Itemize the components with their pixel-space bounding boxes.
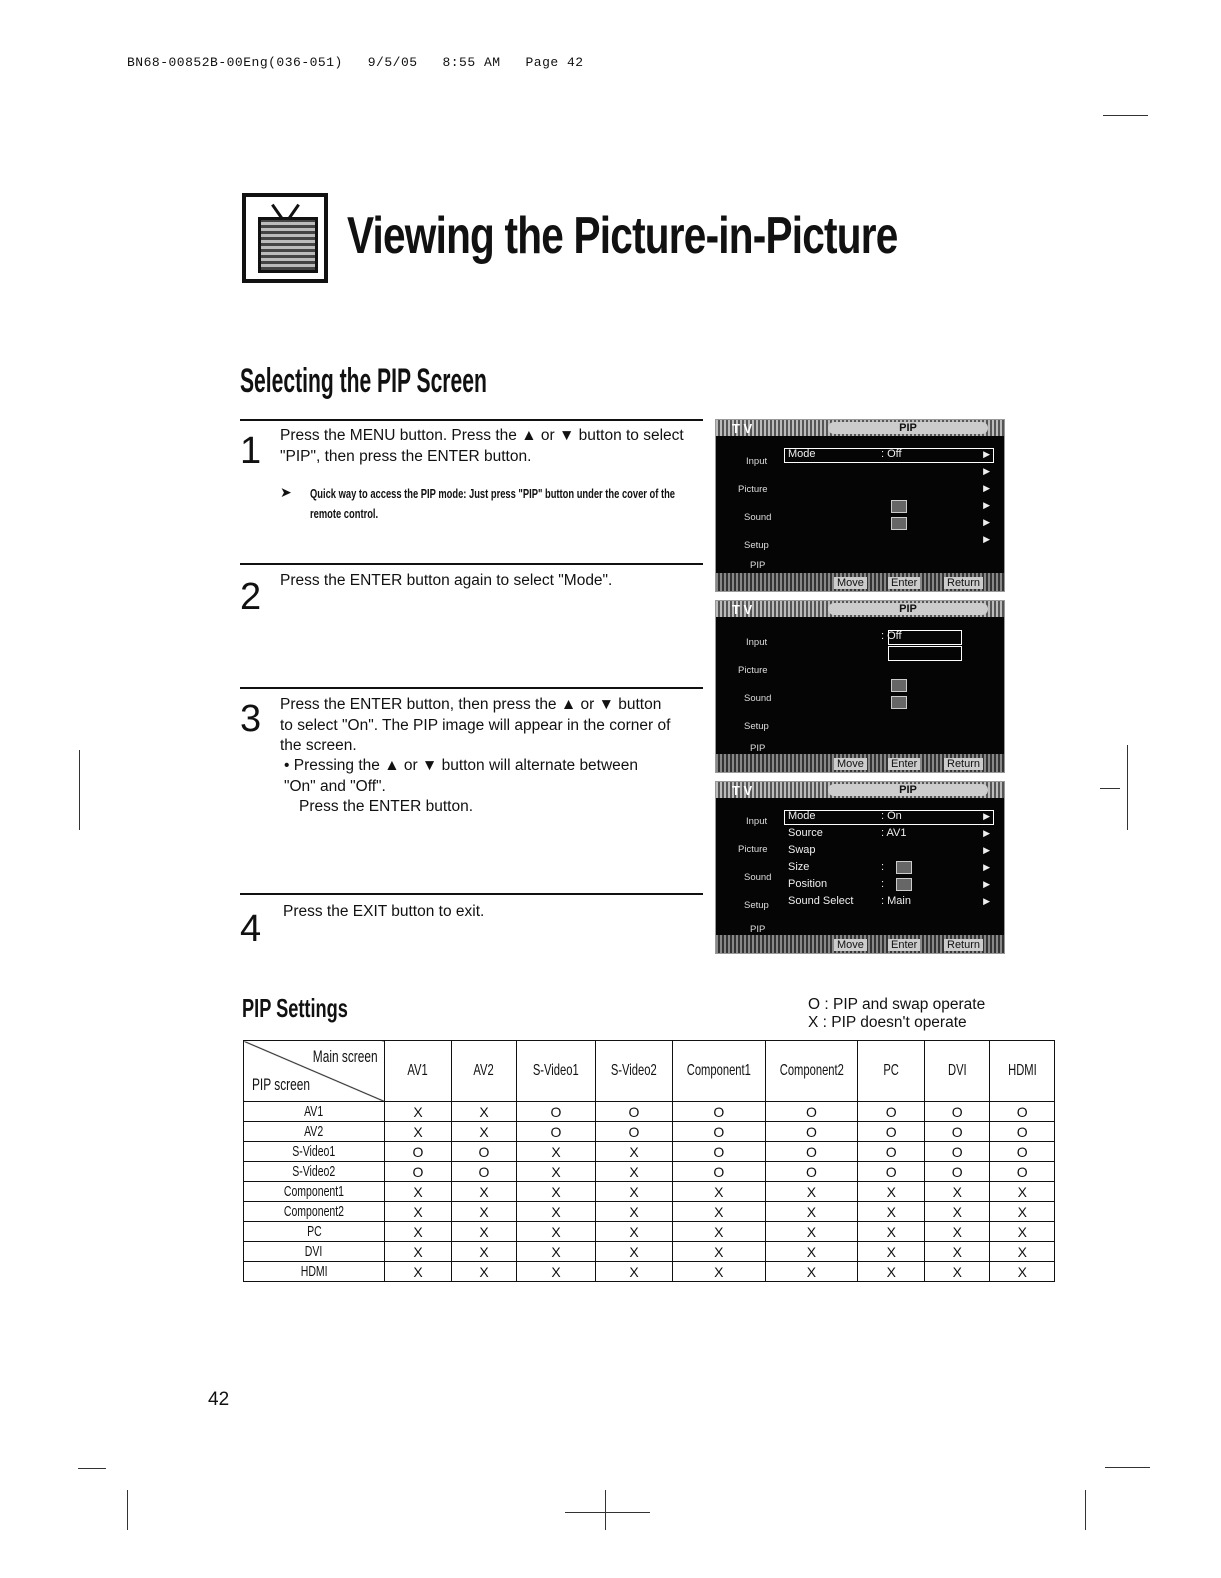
table-cell: O	[990, 1102, 1055, 1122]
table-cell: X	[673, 1222, 766, 1242]
row-header-label: AV2	[304, 1123, 324, 1140]
osd-return-label: Return	[944, 939, 983, 951]
table-cell: O	[596, 1102, 673, 1122]
table-cell: X	[858, 1262, 925, 1282]
table-cell: X	[452, 1222, 517, 1242]
osd-menu-sound: Sound	[744, 512, 772, 523]
osd-tv-label: T V	[732, 421, 753, 436]
osd-row-label: Mode	[788, 810, 816, 822]
table-cell: O	[765, 1142, 858, 1162]
bullet-dot: •	[284, 757, 294, 774]
bullet-text: Pressing the ▲ or ▼ button will alternate between "On" and "Off".	[284, 757, 639, 795]
table-row	[244, 1262, 1055, 1282]
osd-return-label: Return	[944, 577, 983, 589]
step-number: 3	[240, 698, 262, 740]
crop-mark	[605, 1490, 606, 1530]
table-row	[244, 1242, 1055, 1262]
table-cell: X	[517, 1142, 596, 1162]
row-header-label: HDMI	[300, 1263, 328, 1280]
size-icon	[891, 679, 907, 692]
osd-value: : Off	[881, 630, 902, 642]
table-cell: X	[765, 1242, 858, 1262]
step-number: 4	[240, 908, 262, 950]
column-header	[385, 1041, 452, 1102]
table-row	[244, 1102, 1055, 1122]
crop-mark	[1103, 115, 1148, 116]
print-header: BN68-00852B-00Eng(036-051) 9/5/05 8:55 AM Page 42	[127, 55, 584, 70]
column-header-label: S-Video1	[533, 1062, 579, 1079]
size-icon	[896, 861, 912, 874]
chevron-right-icon: ▶	[983, 500, 990, 510]
table-cell: O	[765, 1162, 858, 1182]
table-cell: O	[925, 1102, 990, 1122]
osd-move-label: Move	[834, 577, 867, 589]
crop-mark	[78, 1468, 106, 1469]
column-header	[596, 1041, 673, 1102]
table-cell: O	[673, 1162, 766, 1182]
table-cell: X	[452, 1102, 517, 1122]
table-cell: X	[925, 1202, 990, 1222]
table-cell: X	[596, 1242, 673, 1262]
osd-row-label: Sound Select	[788, 895, 854, 907]
step-divider	[240, 563, 703, 565]
osd-enter-label: Enter	[888, 577, 920, 589]
table-cell: O	[452, 1142, 517, 1162]
osd-bottombar	[716, 754, 1004, 772]
row-header-label: PC	[306, 1223, 322, 1240]
pip-settings-title: PIP Settings	[242, 993, 348, 1023]
osd-enter-label: Enter	[888, 758, 920, 770]
table-row	[244, 1162, 1055, 1182]
row-header	[244, 1182, 385, 1202]
osd-menu-input: Input	[746, 456, 768, 467]
crop-mark	[1085, 1490, 1086, 1530]
column-header	[925, 1041, 990, 1102]
table-cell: X	[858, 1202, 925, 1222]
osd-menu-setup: Setup	[744, 900, 769, 911]
osd-menu-pip: PIP	[750, 924, 766, 935]
table-cell: X	[765, 1262, 858, 1282]
osd-move-label: Move	[834, 939, 867, 951]
table-row	[244, 1222, 1055, 1242]
osd-menu-setup: Setup	[744, 721, 769, 732]
osd-row-label: Position	[788, 878, 828, 890]
osd-row-value: : AV1	[881, 827, 907, 839]
column-header	[517, 1041, 596, 1102]
osd-row-label: Source	[788, 827, 823, 839]
table-cell: X	[452, 1182, 517, 1202]
table-cell: X	[673, 1202, 766, 1222]
table-cell: X	[673, 1262, 766, 1282]
table-cell: X	[765, 1182, 858, 1202]
row-header	[244, 1102, 385, 1122]
row-header	[244, 1162, 385, 1182]
chevron-right-icon: ▶	[983, 534, 990, 544]
row-header-label: Component2	[283, 1203, 345, 1220]
step-number: 2	[240, 576, 262, 618]
osd-menu-picture: Picture	[738, 484, 768, 495]
step-note	[310, 484, 699, 524]
table-cell: X	[925, 1222, 990, 1242]
section-title: Selecting the PIP Screen	[240, 362, 487, 400]
table-cell: X	[517, 1162, 596, 1182]
table-cell: O	[765, 1122, 858, 1142]
osd-menu-picture: Picture	[738, 665, 768, 676]
table-cell: O	[385, 1162, 452, 1182]
table-cell: X	[990, 1262, 1055, 1282]
table-cell: X	[925, 1182, 990, 1202]
row-header-label: AV1	[304, 1103, 324, 1120]
crop-mark	[79, 750, 80, 830]
row-header-label: S-Video1	[292, 1143, 336, 1160]
column-header-label: Component1	[686, 1062, 751, 1079]
row-header-label: S-Video2	[292, 1163, 336, 1180]
page-title: Viewing the Picture-in-Picture	[347, 207, 898, 265]
column-header	[765, 1041, 858, 1102]
osd-menu-input: Input	[746, 637, 768, 648]
table-cell: O	[673, 1142, 766, 1162]
crop-mark	[1105, 1467, 1150, 1468]
table-cell: O	[990, 1142, 1055, 1162]
osd-row-label: Swap	[788, 844, 816, 856]
osd-tv-label: T V	[732, 783, 753, 798]
table-cell: X	[517, 1242, 596, 1262]
position-icon	[891, 517, 907, 530]
osd-menu-pip: PIP	[750, 743, 766, 754]
position-icon	[891, 696, 907, 709]
step-text: Press the MENU button. Press the ▲ or ▼ button to select "PIP", then press the ENTER button.	[280, 427, 684, 465]
row-header-label: Component1	[283, 1183, 345, 1200]
osd-pip-tab: PIP	[828, 422, 988, 434]
column-header-label: S-Video2	[611, 1062, 657, 1079]
crop-mark	[1127, 745, 1128, 830]
row-header-label: DVI	[305, 1243, 323, 1260]
table-cell: X	[990, 1222, 1055, 1242]
table-cell: X	[765, 1222, 858, 1242]
table-cell: O	[925, 1122, 990, 1142]
osd-menu-sound: Sound	[744, 872, 772, 883]
osd-enter-label: Enter	[888, 939, 920, 951]
table-cell: X	[385, 1242, 452, 1262]
row-header	[244, 1142, 385, 1162]
table-cell: X	[517, 1262, 596, 1282]
step-bullet-extra: Press the ENTER button.	[299, 798, 474, 815]
page-number: 42	[208, 1389, 230, 1410]
osd-move-label: Move	[834, 758, 867, 770]
table-cell: O	[673, 1102, 766, 1122]
column-header-label: PC	[883, 1062, 900, 1079]
column-header	[673, 1041, 766, 1102]
table-cell: O	[858, 1102, 925, 1122]
osd-return-label: Return	[944, 758, 983, 770]
osd-row-value: : Main	[881, 895, 911, 907]
column-header	[858, 1041, 925, 1102]
position-icon	[896, 878, 912, 891]
table-cell: O	[517, 1122, 596, 1142]
chevron-right-icon: ▶	[983, 896, 990, 906]
chevron-right-icon: ▶	[983, 517, 990, 527]
table-cell: X	[517, 1222, 596, 1242]
table-cell: X	[596, 1262, 673, 1282]
step-note-text: Quick way to access the PIP mode: Just press "PIP" button under the cover of the remote control.	[310, 486, 675, 521]
column-header-label: HDMI	[1007, 1062, 1037, 1079]
table-row	[244, 1142, 1055, 1162]
osd-bottombar	[716, 935, 1004, 953]
osd-menu-sound: Sound	[744, 693, 772, 704]
table-cell: X	[385, 1202, 452, 1222]
legend-o: O : PIP and swap operate	[808, 996, 986, 1013]
pip-settings-table	[243, 1040, 1055, 1282]
chevron-right-icon: ▶	[983, 828, 990, 838]
table-cell: O	[452, 1162, 517, 1182]
table-cell: X	[858, 1182, 925, 1202]
row-header	[244, 1122, 385, 1142]
corner-main-label: Main screen	[313, 1047, 378, 1066]
table-cell: X	[385, 1222, 452, 1242]
table-cell: O	[765, 1102, 858, 1122]
table-cell: X	[673, 1182, 766, 1202]
osd-screenshot-1	[715, 419, 1005, 592]
table-cell: O	[385, 1142, 452, 1162]
osd-screenshot-2	[715, 600, 1005, 773]
table-cell: X	[925, 1242, 990, 1262]
column-header-label: DVI	[947, 1062, 967, 1079]
table-cell: O	[858, 1162, 925, 1182]
row-header	[244, 1202, 385, 1222]
table-row	[244, 1182, 1055, 1202]
table-cell: O	[925, 1142, 990, 1162]
table-cell: X	[452, 1122, 517, 1142]
table-cell: O	[596, 1122, 673, 1142]
table-cell: O	[517, 1102, 596, 1122]
table-cell: O	[990, 1122, 1055, 1142]
table-cell: X	[596, 1222, 673, 1242]
table-cell: X	[858, 1222, 925, 1242]
osd-pip-tab: PIP	[828, 603, 988, 615]
step-number: 1	[240, 430, 262, 472]
table-cell: X	[517, 1202, 596, 1222]
column-header-label: AV2	[473, 1062, 495, 1079]
table-cell: X	[452, 1202, 517, 1222]
osd-pip-tab: PIP	[828, 784, 988, 796]
osd-menu-input: Input	[746, 816, 768, 827]
table-cell: O	[858, 1142, 925, 1162]
row-header	[244, 1242, 385, 1262]
table-cell: X	[596, 1202, 673, 1222]
chevron-right-icon: ▶	[983, 862, 990, 872]
step-text: Press the ENTER button, then press the ▲ or ▼ button to select "On". The PIP image will appear in the corner of the screen.	[280, 696, 671, 754]
step-text: Press the ENTER button again to select "Mode".	[280, 572, 613, 589]
osd-mode-label: Mode	[788, 448, 816, 460]
crop-mark	[565, 1512, 650, 1513]
legend	[808, 996, 985, 1032]
osd-bottombar	[716, 573, 1004, 591]
table-cell: O	[673, 1122, 766, 1142]
table-row	[244, 1122, 1055, 1142]
chevron-right-icon: ▶	[983, 879, 990, 889]
step-divider	[240, 687, 703, 689]
table-cell: X	[596, 1162, 673, 1182]
legend-x: X : PIP doesn't operate	[808, 1014, 967, 1031]
table-cell: X	[990, 1182, 1055, 1202]
column-header-label: Component2	[779, 1062, 844, 1079]
table-cell: O	[858, 1122, 925, 1142]
table-cell: X	[385, 1102, 452, 1122]
table-header-row	[244, 1041, 1055, 1102]
chevron-right-icon: ▶	[983, 466, 990, 476]
osd-menu-picture: Picture	[738, 844, 768, 855]
table-cell: X	[385, 1262, 452, 1282]
osd-screenshot-3	[715, 781, 1005, 954]
step-divider	[240, 419, 703, 421]
osd-option-box	[888, 646, 962, 661]
row-header	[244, 1222, 385, 1242]
table-cell: X	[385, 1182, 452, 1202]
table-cell: X	[517, 1182, 596, 1202]
column-header-label: AV1	[407, 1062, 429, 1079]
table-cell: X	[673, 1242, 766, 1262]
table-cell: X	[925, 1262, 990, 1282]
osd-row-value: :	[881, 861, 885, 873]
column-header	[452, 1041, 517, 1102]
size-icon	[891, 500, 907, 513]
crop-mark	[1100, 788, 1120, 789]
row-header	[244, 1262, 385, 1282]
corner-pip-label: PIP screen	[252, 1075, 310, 1094]
column-header	[990, 1041, 1055, 1102]
osd-mode-value: : Off	[881, 448, 902, 460]
table-cell: X	[765, 1202, 858, 1222]
chevron-right-icon: ▶	[983, 811, 990, 821]
step-text: Press the EXIT button to exit.	[283, 903, 485, 920]
arrow-icon: ➤	[280, 484, 292, 500]
table-cell: O	[990, 1162, 1055, 1182]
step-divider	[240, 893, 703, 895]
table-cell: X	[990, 1202, 1055, 1222]
table-cell: X	[596, 1142, 673, 1162]
table-cell: X	[452, 1262, 517, 1282]
tv-icon	[242, 193, 328, 283]
step-bullet	[284, 756, 674, 797]
chevron-right-icon: ▶	[983, 449, 990, 459]
osd-tv-label: T V	[732, 602, 753, 617]
table-cell: O	[925, 1162, 990, 1182]
osd-row-label: Size	[788, 861, 810, 873]
table-row	[244, 1202, 1055, 1222]
table-cell: X	[990, 1242, 1055, 1262]
osd-row-value: :	[881, 878, 885, 890]
crop-mark	[127, 1490, 128, 1530]
osd-row-value: : On	[881, 810, 902, 822]
osd-menu-pip: PIP	[750, 560, 766, 571]
table-cell: X	[858, 1242, 925, 1262]
table-cell: X	[452, 1242, 517, 1262]
table-cell: X	[596, 1182, 673, 1202]
table-cell: X	[385, 1122, 452, 1142]
chevron-right-icon: ▶	[983, 845, 990, 855]
osd-menu-setup: Setup	[744, 540, 769, 551]
corner-cell	[244, 1041, 385, 1102]
chevron-right-icon: ▶	[983, 483, 990, 493]
